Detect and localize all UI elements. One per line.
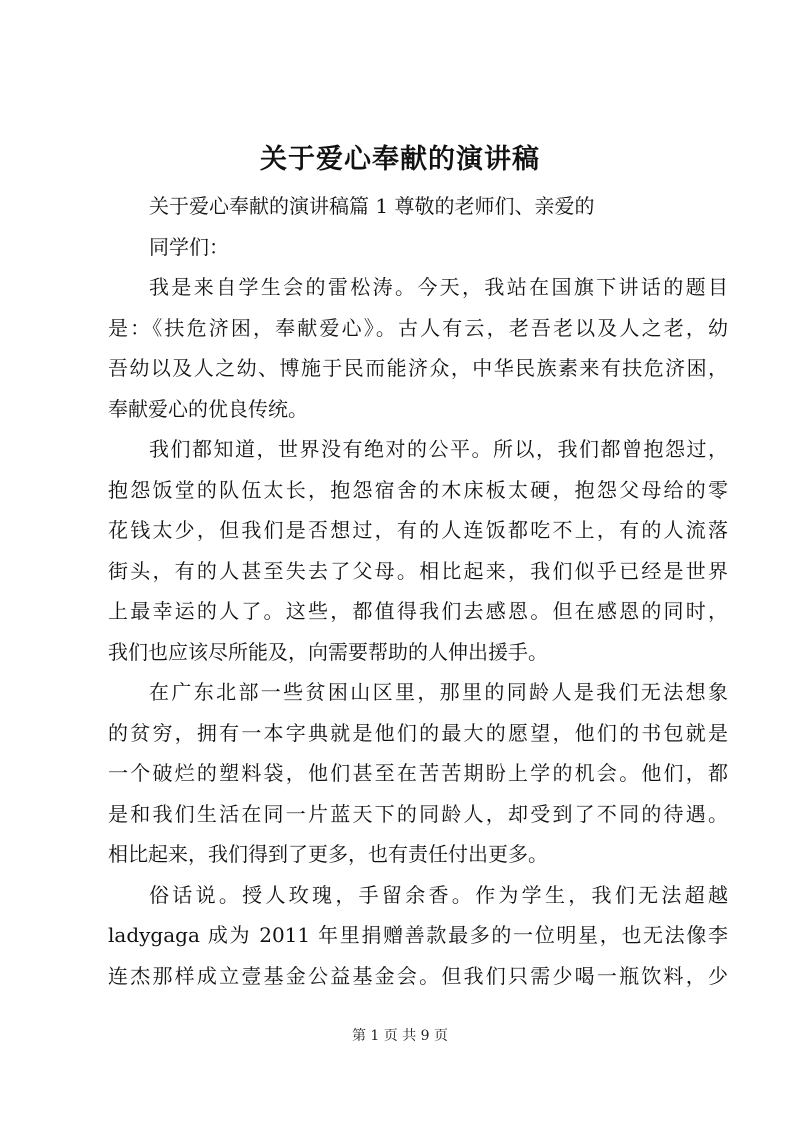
body-line: 一个破烂的塑料袋，他们甚至在苦苦期盼上学的机会。他们，都	[108, 761, 728, 785]
body-line: 是和我们生活在同一片蓝天下的同龄人，却受到了不同的待遇。	[108, 801, 728, 826]
body-line: ladygaga 成为 2011 年里捐赠善款最多的一位明星，也无法像李	[108, 923, 728, 947]
body-line: 我们都知道，世界没有绝对的公平。所以，我们都曾抱怨过，	[149, 437, 728, 461]
body-line: 连杰那样成立壹基金公益基金会。但我们只需少喝一瓶饮料，少	[108, 963, 728, 988]
body-line: 是：《扶危济困，奉献爱心》。古人有云，老吾老以及人之老，幼	[108, 315, 728, 340]
body-line: 花钱太少，但我们是否想过，有的人连饭都吃不上，有的人流落	[108, 518, 728, 542]
document-body	[108, 186, 728, 996]
body-line: 我是来自学生会的雷松涛。今天，我站在国旗下讲话的题目	[149, 275, 728, 299]
body-line: 我们也应该尽所能及，向需要帮助的人伸出援手。	[108, 639, 548, 664]
page-footer: 第 1 页 共 9 页	[351, 1028, 449, 1044]
body-line: 上最幸运的人了。这些，都值得我们去感恩。但在感恩的同时，	[108, 599, 728, 623]
body-line: 街头，有的人甚至失去了父母。相比起来，我们似乎已经是世界	[108, 558, 728, 583]
body-line: 在广东北部一些贫困山区里，那里的同龄人是我们无法想象	[149, 680, 728, 704]
body-line: 相比起来，我们得到了更多，也有责任付出更多。	[108, 842, 548, 866]
body-line: 奉献爱心的优良传统。	[108, 396, 308, 421]
body-line: 俗话说。授人玫瑰，手留余香。作为学生，我们无法超越	[149, 882, 728, 907]
body-line: 关于爱心奉献的演讲稿篇 1 尊敬的老师们、亲爱的	[149, 194, 595, 218]
body-line: 同学们：	[149, 234, 229, 259]
body-line: 吾幼以及人之幼、博施于民而能济众，中华民族素来有扶危济困，	[108, 356, 728, 380]
document-title: 关于爱心奉献的演讲稿	[260, 144, 540, 175]
body-line: 抱怨饭堂的队伍太长，抱怨宿舍的木床板太硬，抱怨父母给的零	[108, 477, 728, 502]
body-line: 的贫穷，拥有一本字典就是他们的最大的愿望，他们的书包就是	[108, 720, 728, 745]
